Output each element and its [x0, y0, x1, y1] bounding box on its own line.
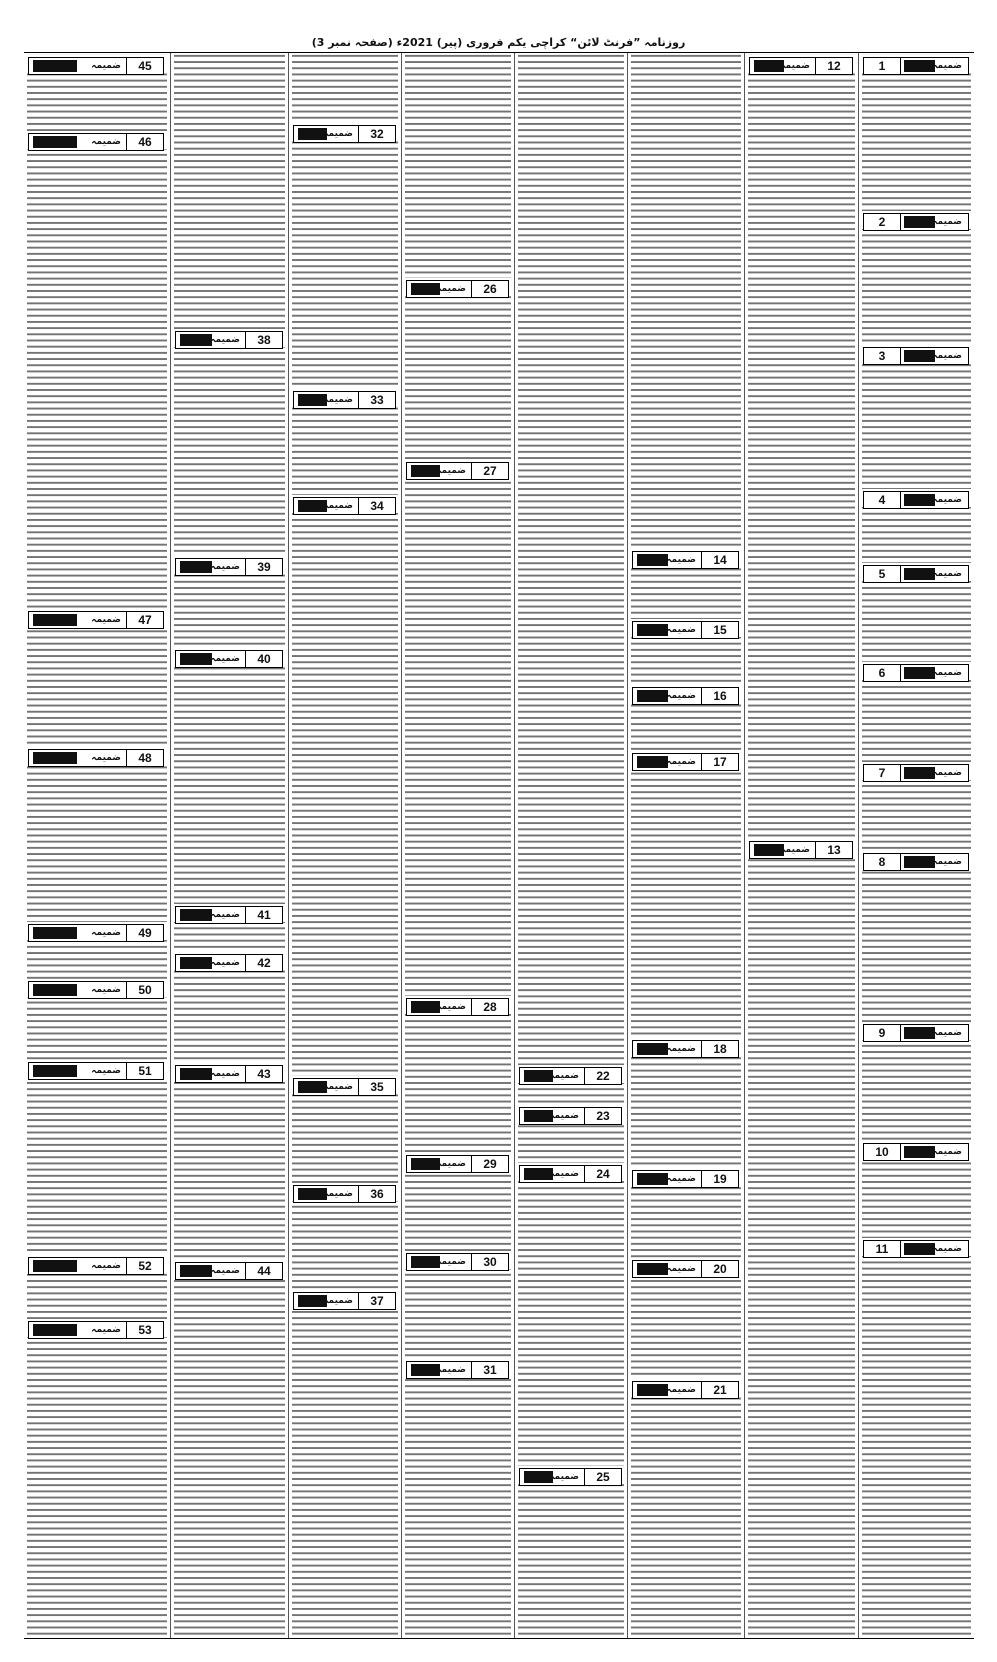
item-number: 29 — [471, 1156, 508, 1172]
item-heading — [406, 998, 509, 1016]
item-heading — [632, 687, 739, 705]
item-heading — [632, 1381, 739, 1399]
item-number: 52 — [126, 1258, 163, 1274]
heading-bar — [637, 554, 668, 566]
item-number: 13 — [815, 842, 852, 858]
heading-bar — [637, 756, 668, 768]
heading-label: ضمیمہ — [666, 757, 696, 767]
heading-label: ضمیمہ — [436, 284, 466, 294]
heading-bar — [904, 216, 935, 228]
heading-label: ضمیمہ — [436, 1257, 466, 1267]
item-number: 1 — [864, 58, 901, 74]
item-heading — [863, 347, 969, 365]
item-heading — [28, 57, 164, 75]
masthead-title: روزنامہ ”فرنٹ لائن“ کراچی یکم فروری (پیر) 2021ء (صفحہ نمبر 3) — [311, 36, 686, 49]
item-number: 53 — [126, 1322, 163, 1338]
heading-label: ضمیمہ — [932, 1244, 962, 1254]
item-heading — [28, 981, 164, 999]
heading-label: ضمیمہ — [210, 910, 240, 920]
item-heading — [406, 462, 509, 480]
heading-label: ضمیمہ — [210, 562, 240, 572]
heading-bar — [904, 60, 935, 72]
item-heading — [175, 906, 283, 924]
news-column-4 — [514, 53, 627, 1638]
item-number: 49 — [126, 925, 163, 941]
item-number: 15 — [701, 622, 738, 638]
heading-label: ضمیمہ — [780, 845, 810, 855]
heading-bar — [637, 690, 668, 702]
item-heading — [519, 1468, 622, 1486]
item-heading — [863, 213, 969, 231]
heading-label: ضمیمہ — [932, 495, 962, 505]
heading-label: ضمیمہ — [323, 1296, 353, 1306]
heading-bar — [180, 561, 212, 573]
item-number: 40 — [245, 651, 282, 667]
heading-label: ضمیمہ — [780, 61, 810, 71]
item-heading — [863, 565, 969, 583]
heading-bar — [33, 752, 77, 764]
heading-bar — [637, 1043, 668, 1055]
heading-label: ضمیمہ — [91, 985, 121, 995]
heading-label: ضمیمہ — [549, 1071, 579, 1081]
heading-label: ضمیمہ — [323, 129, 353, 139]
heading-bar — [637, 1384, 668, 1396]
heading-label: ضمیمہ — [210, 1266, 240, 1276]
news-column-2 — [744, 53, 858, 1638]
item-heading — [519, 1067, 622, 1085]
heading-bar — [33, 60, 77, 72]
heading-bar — [904, 1027, 935, 1039]
news-column-3 — [627, 53, 744, 1638]
heading-label: ضمیمہ — [666, 555, 696, 565]
news-column-7 — [170, 53, 288, 1638]
heading-label: ضمیمہ — [436, 1159, 466, 1169]
heading-bar — [904, 1243, 935, 1255]
item-heading — [632, 1260, 739, 1278]
item-heading — [293, 391, 396, 409]
item-heading — [28, 924, 164, 942]
heading-label: ضمیمہ — [436, 1365, 466, 1375]
item-number: 43 — [245, 1066, 282, 1082]
item-number: 46 — [126, 134, 163, 150]
heading-label: ضمیمہ — [932, 1028, 962, 1038]
item-heading — [632, 1170, 739, 1188]
heading-bar — [180, 653, 212, 665]
item-heading — [28, 1257, 164, 1275]
heading-bar — [33, 927, 77, 939]
heading-label: ضمیمہ — [932, 217, 962, 227]
heading-label: ضمیمہ — [932, 61, 962, 71]
heading-label: ضمیمہ — [666, 1385, 696, 1395]
item-number: 24 — [584, 1166, 621, 1182]
item-number: 23 — [584, 1108, 621, 1124]
item-heading — [28, 749, 164, 767]
heading-label: ضمیمہ — [549, 1472, 579, 1482]
item-number: 30 — [471, 1254, 508, 1270]
item-heading — [175, 1065, 283, 1083]
heading-bar — [904, 494, 935, 506]
heading-bar — [904, 350, 935, 362]
item-heading — [863, 57, 969, 75]
item-number: 5 — [864, 566, 901, 582]
heading-bar — [33, 614, 77, 626]
newspaper-page — [24, 52, 974, 1639]
heading-label: ضمیمہ — [666, 1264, 696, 1274]
item-number: 19 — [701, 1171, 738, 1187]
heading-bar — [904, 856, 935, 868]
item-number: 7 — [864, 765, 901, 781]
heading-label: ضمیمہ — [210, 654, 240, 664]
item-number: 17 — [701, 754, 738, 770]
heading-label: ضمیمہ — [210, 1069, 240, 1079]
item-number: 21 — [701, 1382, 738, 1398]
heading-bar — [180, 334, 212, 346]
item-number: 11 — [864, 1241, 901, 1257]
item-heading — [749, 841, 853, 859]
heading-bar — [180, 909, 212, 921]
heading-label: ضمیمہ — [91, 137, 121, 147]
item-number: 4 — [864, 492, 901, 508]
item-number: 18 — [701, 1041, 738, 1057]
item-number: 41 — [245, 907, 282, 923]
item-heading — [632, 1040, 739, 1058]
item-number: 10 — [864, 1144, 901, 1160]
item-number: 50 — [126, 982, 163, 998]
heading-bar — [33, 136, 77, 148]
item-heading — [175, 558, 283, 576]
item-number: 3 — [864, 348, 901, 364]
heading-label: ضمیمہ — [932, 569, 962, 579]
item-number: 34 — [358, 498, 395, 514]
heading-bar — [33, 1260, 77, 1272]
item-number: 2 — [864, 214, 901, 230]
heading-label: ضمیمہ — [549, 1169, 579, 1179]
heading-bar — [180, 1265, 212, 1277]
heading-label: ضمیمہ — [932, 668, 962, 678]
item-number: 38 — [245, 332, 282, 348]
item-number: 32 — [358, 126, 395, 142]
item-heading — [406, 1361, 509, 1379]
item-heading — [293, 497, 396, 515]
heading-label: ضمیمہ — [666, 691, 696, 701]
item-heading — [519, 1165, 622, 1183]
item-heading — [632, 551, 739, 569]
item-number: 45 — [126, 58, 163, 74]
heading-label: ضمیمہ — [91, 1261, 121, 1271]
heading-bar — [904, 1146, 935, 1158]
item-heading — [406, 280, 509, 298]
heading-label: ضمیمہ — [91, 615, 121, 625]
item-heading — [175, 331, 283, 349]
item-heading — [863, 1240, 969, 1258]
item-number: 36 — [358, 1186, 395, 1202]
heading-label: ضمیمہ — [932, 1147, 962, 1157]
item-number: 51 — [126, 1063, 163, 1079]
item-heading — [293, 1078, 396, 1096]
item-number: 37 — [358, 1293, 395, 1309]
item-heading — [632, 753, 739, 771]
item-heading — [28, 133, 164, 151]
item-heading — [175, 650, 283, 668]
heading-bar — [33, 984, 77, 996]
item-number: 47 — [126, 612, 163, 628]
heading-label: ضمیمہ — [666, 625, 696, 635]
heading-bar — [904, 667, 935, 679]
heading-label: ضمیمہ — [436, 466, 466, 476]
heading-label: ضمیمہ — [210, 958, 240, 968]
item-number: 39 — [245, 559, 282, 575]
news-column-1 — [858, 53, 974, 1638]
heading-label: ضمیمہ — [323, 395, 353, 405]
item-number: 12 — [815, 58, 852, 74]
news-column-5 — [401, 53, 514, 1638]
item-heading — [863, 1024, 969, 1042]
heading-label: ضمیمہ — [323, 501, 353, 511]
item-number: 16 — [701, 688, 738, 704]
item-heading — [406, 1155, 509, 1173]
item-heading — [863, 1143, 969, 1161]
item-heading — [632, 621, 739, 639]
item-heading — [863, 853, 969, 871]
heading-label: ضمیمہ — [932, 768, 962, 778]
heading-bar — [33, 1324, 77, 1336]
heading-label: ضمیمہ — [666, 1174, 696, 1184]
heading-label: ضمیمہ — [91, 753, 121, 763]
news-column-6 — [288, 53, 401, 1638]
heading-label: ضمیمہ — [91, 1325, 121, 1335]
item-number: 22 — [584, 1068, 621, 1084]
item-number: 20 — [701, 1261, 738, 1277]
item-heading — [175, 954, 283, 972]
heading-label: ضمیمہ — [210, 335, 240, 345]
item-heading — [293, 125, 396, 143]
heading-label: ضمیمہ — [549, 1111, 579, 1121]
heading-bar — [637, 1173, 668, 1185]
item-number: 27 — [471, 463, 508, 479]
heading-bar — [180, 957, 212, 969]
item-heading — [28, 1321, 164, 1339]
item-heading — [28, 611, 164, 629]
heading-bar — [904, 767, 935, 779]
item-heading — [863, 664, 969, 682]
heading-label: ضمیمہ — [323, 1082, 353, 1092]
item-number: 6 — [864, 665, 901, 681]
item-number: 42 — [245, 955, 282, 971]
item-heading — [749, 57, 853, 75]
item-number: 44 — [245, 1263, 282, 1279]
heading-label: ضمیمہ — [91, 1066, 121, 1076]
item-heading — [406, 1253, 509, 1271]
heading-label: ضمیمہ — [91, 928, 121, 938]
heading-bar — [33, 1065, 77, 1077]
heading-label: ضمیمہ — [932, 857, 962, 867]
masthead — [0, 0, 997, 50]
heading-bar — [637, 624, 668, 636]
heading-label: ضمیمہ — [666, 1044, 696, 1054]
heading-label: ضمیمہ — [91, 61, 121, 71]
item-number: 31 — [471, 1362, 508, 1378]
news-column-8 — [24, 53, 170, 1638]
heading-label: ضمیمہ — [932, 351, 962, 361]
item-number: 26 — [471, 281, 508, 297]
heading-label: ضمیمہ — [323, 1189, 353, 1199]
heading-bar — [637, 1263, 668, 1275]
heading-bar — [180, 1068, 212, 1080]
item-number: 25 — [584, 1469, 621, 1485]
item-number: 33 — [358, 392, 395, 408]
item-heading — [519, 1107, 622, 1125]
heading-bar — [904, 568, 935, 580]
item-heading — [863, 491, 969, 509]
item-number: 9 — [864, 1025, 901, 1041]
item-number: 28 — [471, 999, 508, 1015]
item-heading — [28, 1062, 164, 1080]
item-heading — [863, 764, 969, 782]
item-number: 14 — [701, 552, 738, 568]
item-heading — [175, 1262, 283, 1280]
item-number: 48 — [126, 750, 163, 766]
heading-label: ضمیمہ — [436, 1002, 466, 1012]
item-number: 8 — [864, 854, 901, 870]
item-heading — [293, 1185, 396, 1203]
item-heading — [293, 1292, 396, 1310]
item-number: 35 — [358, 1079, 395, 1095]
